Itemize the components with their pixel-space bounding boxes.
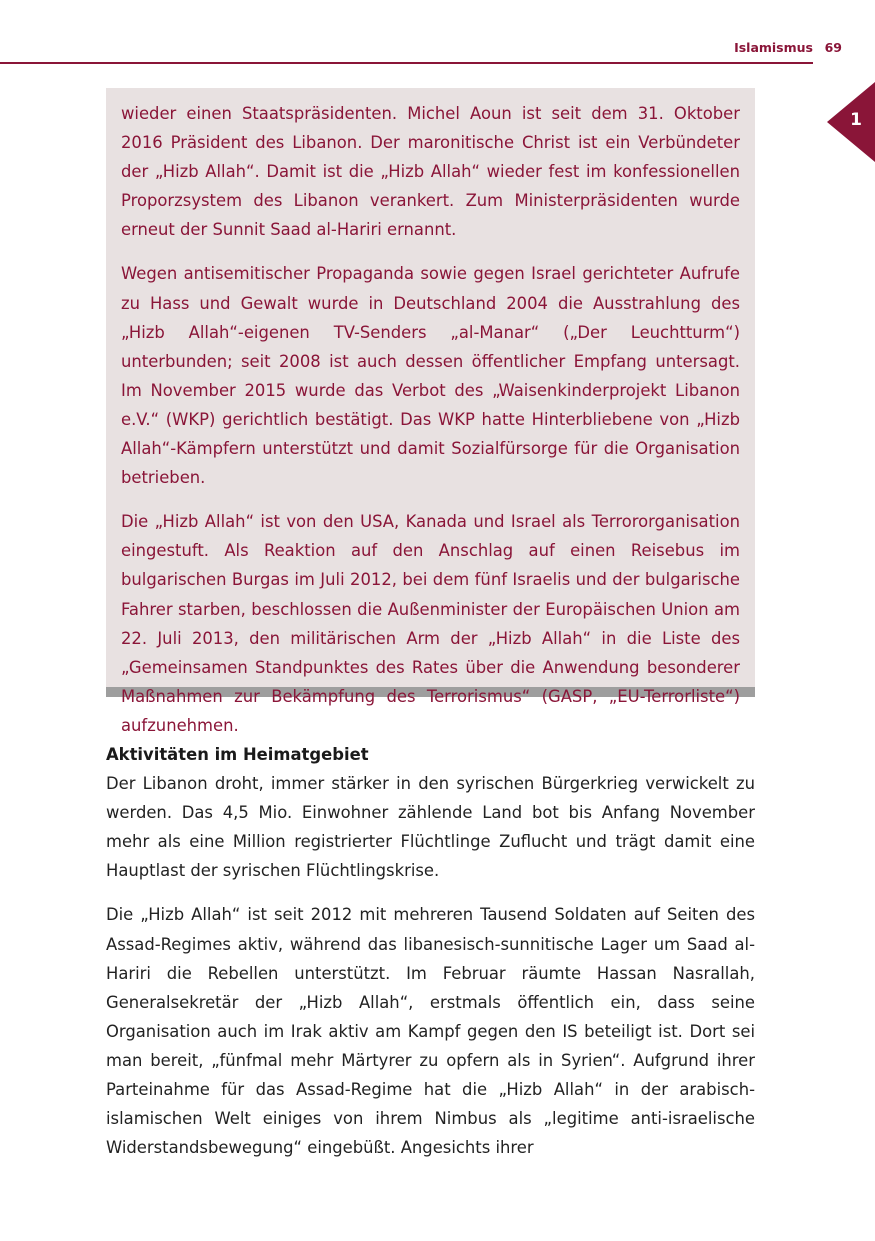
header-rule [0,62,813,64]
body-paragraph: Der Libanon droht, immer stärker in den syrischen Bürgerkrieg verwickelt zu werden. Das 4,5 Mio. Einwohner zählende Land bot bis Anfang November mehr als eine Million registrierter Flüchtlinge Zuflucht und trägt damit eine Hauptlast der syrischen Flüchtlingskrise. [106,774,755,881]
chapter-number: 1 [850,110,862,130]
main-text [106,740,755,1177]
body-paragraph: Die „Hizb Allah“ ist seit 2012 mit mehreren Tausend Soldaten auf Seiten des Assad-Regimes aktiv, während das libanesisch-sunnitische Lager um Saad al-Hariri die Rebellen unterstützt. Im Februar räumte Hassan Nasrallah, Generalsekretär der „Hizb Allah“, erstmals öffentlich ein, dass seine Organisation auch im Irak aktiv am Kampf gegen den IS beteiligt ist. Dort sei man bereit, „fünfmal mehr Märtyrer zu opfern als in Syrien“. Aufgrund ihrer Parteinahme für das Assad-Regime hat die „Hizb Allah“ in der arabisch-islamischen Welt einiges von ihrem Nimbus als „legitime anti-israelische Widerstandsbewegung“ eingebüßt. Angesichts ihrer [106,905,755,1158]
info-box-paragraph: Wegen antisemitischer Propaganda sowie gegen Israel gerichteter Aufrufe zu Hass und Gewalt wurde in Deutschland 2004 die Ausstrahlung des „Hizb Allah“-eigenen TV-Senders „al-Manar“ („Der Leuchtturm“) unterbunden; seit 2008 ist auch dessen öffentlicher Empfang untersagt. Im November 2015 wurde das Verbot des „Waisenkinderprojekt Libanon e.V.“ (WKP) gerichtlich bestätigt. Das WKP hatte Hinterbliebene von „Hizb Allah“-Kämpfern unterstützt und damit Sozialfürsorge für die Organisation betrieben. [121,264,740,488]
info-box-paragraph: Die „Hizb Allah“ ist von den USA, Kanada und Israel als Terrororganisation eingestuft. Als Reaktion auf den Anschlag auf einen Reisebus im bulgarischen Burgas im Juli 2012, bei dem fünf Israelis und der bulgarische Fahrer starben, beschlossen die Außenminister der Europäischen Union am 22. Juli 2013, den militärischen Arm der „Hizb Allah“ in die Liste des „Gemeinsamen Standpunktes des Rates über die Anwendung besonderer Maßnahmen zur Bekämpfung des Terrorismus“ (GASP, „EU-Terrorliste“) aufzunehmen. [121,512,740,735]
running-header [0,0,875,64]
section-heading: Aktivitäten im Heimatgebiet [106,745,369,764]
page-number: 69 [824,40,842,55]
info-box [106,88,755,735]
header-section-title: Islamismus [734,40,813,55]
info-box-paragraph: wieder einen Staatspräsidenten. Michel Aoun ist seit dem 31. Oktober 2016 Präsident des Libanon. Der maronitische Christ ist ein Verbündeter der „Hizb Allah“. Damit ist die „Hizb Allah“ wieder fest im konfessionellen Proporzsystem des Libanon verankert. Zum Ministerpräsidenten wurde erneut der Sunnit Saad al-Hariri ernannt. [121,104,740,240]
